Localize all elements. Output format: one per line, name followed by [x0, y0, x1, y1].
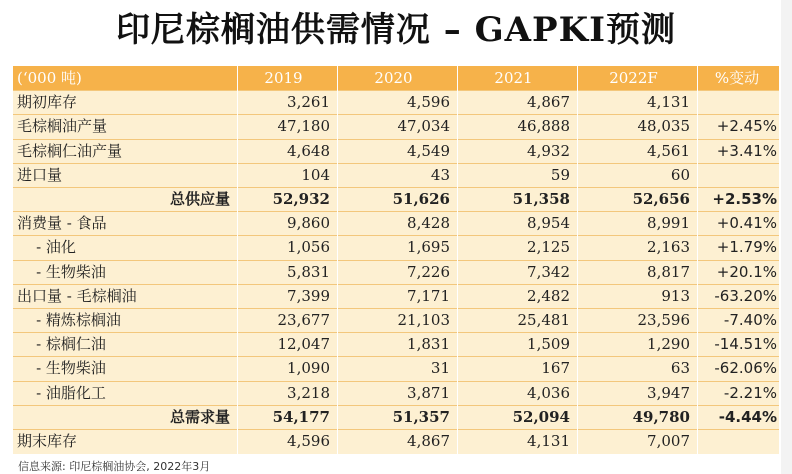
pct-change: +2.53% [712, 190, 777, 208]
value-2021: 25,481 [517, 311, 570, 329]
pct-change: -4.44% [718, 407, 777, 426]
value-2019: 47,180 [277, 117, 330, 136]
value-2019: 1,090 [287, 359, 330, 378]
value-2021: 8,954 [527, 214, 570, 233]
row-divider [13, 114, 779, 115]
value-2019: 23,677 [277, 311, 330, 329]
row-label: 总需求量 [169, 407, 230, 426]
row-divider [13, 211, 779, 212]
value-2020: 47,034 [397, 117, 450, 136]
table-row [13, 308, 779, 332]
table-row [13, 332, 779, 356]
value-2021: 2,482 [527, 286, 570, 305]
value-2022f: 4,131 [647, 93, 690, 112]
pct-change: +20.1% [716, 262, 777, 281]
value-2020: 51,626 [392, 190, 450, 208]
table-row [13, 260, 779, 284]
row-label: - 精炼棕榈油 [17, 311, 121, 329]
value-2020: 1,695 [407, 238, 450, 257]
header-2022f: 2022F [609, 69, 658, 87]
value-2020: 4,549 [407, 141, 450, 160]
table-header-row [13, 66, 779, 90]
value-2020: 4,596 [407, 93, 450, 112]
value-2019: 7,399 [287, 286, 330, 305]
value-2021: 7,342 [527, 262, 570, 281]
row-divider [13, 405, 779, 406]
table-row [13, 356, 779, 380]
value-2021: 4,131 [527, 432, 570, 450]
value-2021: 167 [541, 359, 570, 378]
row-label: 毛棕榈仁油产量 [17, 141, 123, 160]
pct-change [697, 90, 777, 114]
row-label: 毛棕榈油产量 [17, 117, 108, 136]
table-row [13, 139, 779, 163]
row-divider [13, 90, 779, 91]
row-divider [13, 235, 779, 236]
table-row [13, 114, 779, 138]
row-label: - 生物柴油 [17, 262, 106, 281]
pct-change: -63.20% [714, 286, 777, 305]
value-2022f: 913 [661, 286, 690, 305]
value-2019: 4,648 [287, 141, 330, 160]
value-2019: 12,047 [277, 335, 330, 354]
value-2019: 54,177 [272, 407, 330, 426]
value-2020: 4,867 [407, 432, 450, 450]
header-pct-change: %变动 [714, 69, 760, 87]
row-label: - 油脂化工 [17, 383, 106, 402]
value-2022f: 4,561 [647, 141, 690, 160]
value-2019: 3,261 [287, 93, 330, 112]
pct-change: -62.06% [714, 359, 777, 378]
pct-change [697, 163, 777, 187]
value-2021: 52,094 [512, 407, 570, 426]
row-divider [13, 260, 779, 261]
pct-change: +0.41% [716, 214, 777, 233]
value-2022f: 23,596 [637, 311, 690, 329]
value-2021: 4,932 [527, 141, 570, 160]
table-row [13, 235, 779, 259]
table-row [13, 284, 779, 308]
row-divider [13, 187, 779, 188]
row-divider [13, 381, 779, 382]
value-2021: 46,888 [517, 117, 570, 136]
pct-change [697, 429, 777, 453]
pct-change: -2.21% [723, 383, 777, 402]
value-2020: 21,103 [397, 311, 450, 329]
value-2020: 1,831 [407, 335, 450, 354]
value-2022f: 49,780 [632, 407, 690, 426]
row-label: 期末库存 [17, 432, 78, 450]
table-row [13, 429, 779, 453]
column-divider [237, 66, 238, 454]
value-2020: 7,226 [407, 262, 450, 281]
value-2021: 2,125 [527, 238, 570, 257]
header-2019: 2019 [264, 69, 303, 87]
value-2022f: 8,991 [647, 214, 690, 233]
value-2022f: 2,163 [647, 238, 690, 257]
row-label: - 生物柴油 [17, 359, 106, 378]
value-2021: 4,036 [527, 383, 570, 402]
value-2022f: 8,817 [647, 262, 690, 281]
pct-change: +3.41% [716, 141, 777, 160]
row-divider [13, 284, 779, 285]
value-2022f: 48,035 [637, 117, 690, 136]
value-2020: 8,428 [407, 214, 450, 233]
value-2022f: 3,947 [647, 383, 690, 402]
value-2021: 1,509 [527, 335, 570, 354]
value-2022f: 1,290 [647, 335, 690, 354]
column-divider [697, 66, 698, 454]
row-divider [13, 139, 779, 140]
column-divider [337, 66, 338, 454]
row-divider [13, 429, 779, 430]
table-row [13, 405, 779, 429]
value-2019: 52,932 [272, 190, 330, 208]
header-2020: 2020 [374, 69, 413, 87]
row-label: 消费量 - 食品 [17, 214, 107, 233]
table-row [13, 381, 779, 405]
row-divider [13, 163, 779, 164]
scrollbar-track[interactable] [781, 0, 792, 474]
value-2022f: 60 [670, 165, 690, 184]
value-2019: 1,056 [287, 238, 330, 257]
pct-change: -7.40% [723, 311, 777, 329]
row-label: - 棕榈仁油 [17, 335, 106, 354]
table-row [13, 163, 779, 187]
value-2020: 3,871 [407, 383, 450, 402]
column-divider [577, 66, 578, 454]
page-title: 印尼棕榈油供需情况 – GAPKI预测 [115, 10, 677, 50]
pct-change: +1.79% [716, 238, 777, 257]
value-2019: 5,831 [287, 262, 330, 281]
value-2020: 51,357 [392, 407, 450, 426]
value-2019: 3,218 [287, 383, 330, 402]
value-2020: 31 [430, 359, 450, 378]
row-divider [13, 356, 779, 357]
table-row [13, 211, 779, 235]
value-2021: 4,867 [527, 93, 570, 112]
row-label: 出口量 - 毛棕榈油 [17, 286, 137, 305]
value-2019: 104 [301, 165, 330, 184]
row-label: 总供应量 [169, 190, 230, 208]
value-2020: 43 [430, 165, 450, 184]
value-2022f: 52,656 [632, 190, 690, 208]
row-label: 期初库存 [17, 93, 78, 112]
header-unit: (‘000 吨) [17, 69, 82, 87]
value-2021: 51,358 [512, 190, 570, 208]
pct-change: -14.51% [714, 335, 777, 354]
value-2022f: 63 [670, 359, 690, 378]
table-row [13, 90, 779, 114]
value-2021: 59 [550, 165, 570, 184]
value-2020: 7,171 [407, 286, 450, 305]
value-2022f: 7,007 [647, 432, 690, 450]
supply-demand-table [13, 66, 779, 454]
value-2019: 4,596 [287, 432, 330, 450]
header-2021: 2021 [494, 69, 533, 87]
column-divider [457, 66, 458, 454]
row-label: 进口量 [17, 165, 63, 184]
value-2019: 9,860 [287, 214, 330, 233]
row-divider [13, 332, 779, 333]
table-row [13, 187, 779, 211]
row-divider [13, 308, 779, 309]
source-note: 信息来源: 印尼棕榈油协会, 2022年3月 [18, 460, 211, 473]
row-label: - 油化 [17, 238, 76, 257]
pct-change: +2.45% [716, 117, 777, 136]
